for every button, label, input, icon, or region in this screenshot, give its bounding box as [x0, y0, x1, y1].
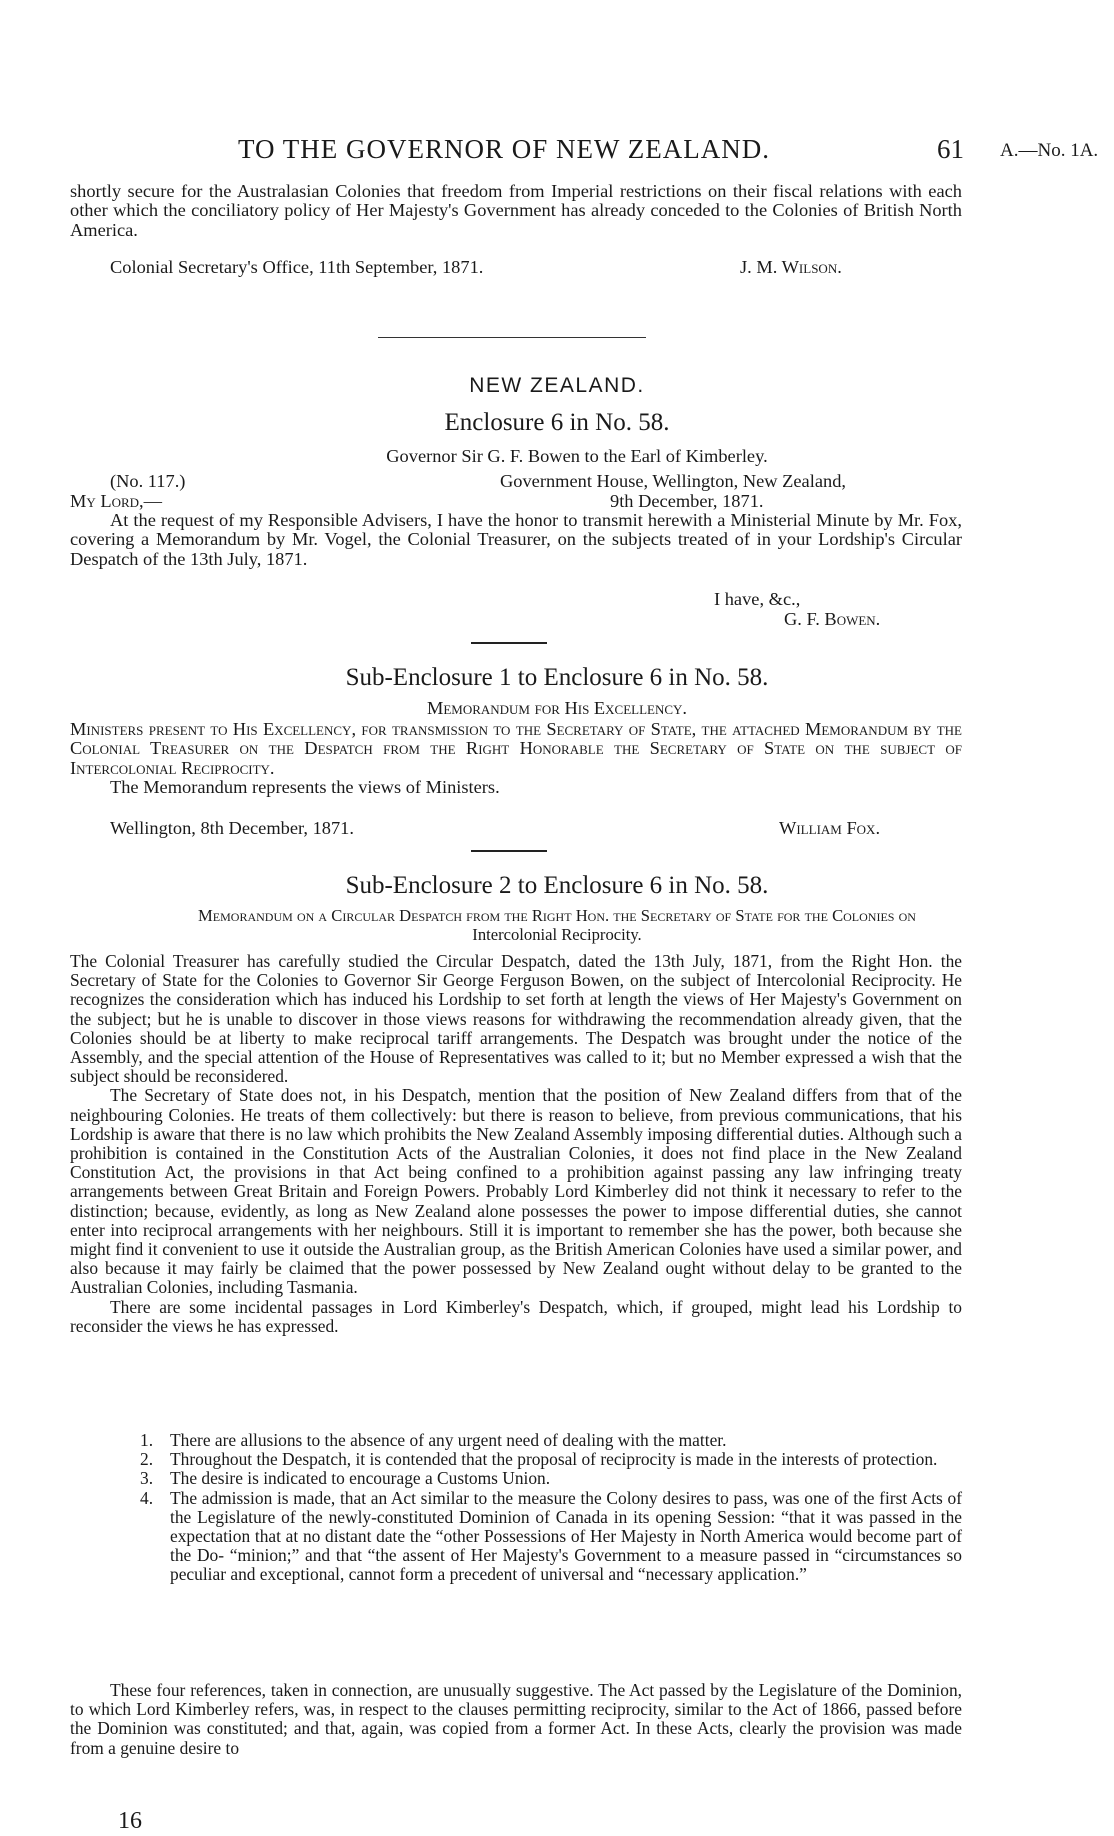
signature: J. M. Wilson.: [740, 257, 842, 277]
short-divider: [471, 642, 547, 644]
sub-enclosure-1-subheading: Memorandum for His Excellency.: [426, 698, 688, 718]
letter-paragraph: At the request of my Responsible Advisers, I have the honor to transmit herewith a Ministerial Minute by Mr. Fox, covering a Memorandum by Mr. Vogel, the Colonial Treasurer, on the subjects treated of in your Lordship's Circular Despatch of the 13th July, 1871.: [70, 510, 962, 569]
short-divider-2: [471, 850, 547, 852]
list-item: [70, 1450, 962, 1469]
memorandum-paragraph-2: The Secretary of State does not, in his Despatch, mention that the position of New Zealand differs from that of the neighbouring Colonies. He treats of them collectively: but there is reason to believe, from previous communications, that his Lordship is aware that there is no law which prohibits the New Zealand Assembly imposing differential duties. Although such a prohibition is contained in the Constitution Acts of the Australian Colonies, it does not find place in the New Zealand Constitution Act, the provisions in that Act being confined to a prohibition against passing any law infringing treaty arrangements between Great Britain and Foreign Powers. Probably Lord Kimberley did not think it necessary to refer to the distinction; because, evidently, as long as New Zealand alone possesses the power to impose differential duties, she cannot enter into reciprocal arrangements with her neighbours. Still it is important to remember she has the power, both because she might find it convenient to use it outside the Australian group, as the British American Colonies have used a similar power, and also because it may fairly be claimed that the power possessed by New Zealand ought without delay to be granted to the Australian Colonies, including Tasmania.: [70, 1085, 962, 1298]
list-item-number: 3.: [140, 1468, 154, 1489]
list-item-number: 2.: [140, 1449, 154, 1470]
memo-dateline: Wellington, 8th December, 1871.: [110, 818, 354, 838]
letter-body: [70, 511, 962, 569]
enumerated-list: [70, 1431, 962, 1585]
section-divider: [378, 337, 646, 338]
letter-signature: G. F. Bowen.: [784, 609, 881, 629]
memo-text: Ministers present to His Excellency, for transmission to the Secretary of State, the attached Memorandum by the Colonial Treasurer on the Despatch from the Right Honorable the Secretary of State on the subject of Intercolonial Reciprocity.: [70, 719, 962, 778]
continuation-paragraph: [70, 182, 962, 240]
list-item-number: 4.: [140, 1487, 154, 1508]
letter-date: 9th December, 1871.: [610, 491, 764, 511]
despatch-number: (No. 117.): [110, 471, 186, 491]
subheading-text: Memorandum on a Circular Despatch from the Right Hon. the Secretary of State for the Colonies on: [198, 906, 916, 925]
dateline: Colonial Secretary's Office, 11th September, 1871.: [110, 257, 484, 277]
document-reference: A.—No. 1A.: [1000, 140, 1099, 161]
memo-signature: William Fox.: [779, 818, 881, 838]
memo-paragraph: [70, 720, 962, 778]
paragraph-text: shortly secure for the Australasian Colonies that freedom from Imperial restrictions on their fiscal relations with each other which the conciliatory policy of Her Majesty's Government has already conceded to the Colonies of British North America.: [70, 181, 962, 240]
memorandum-body: [70, 952, 962, 1336]
list-item-number: 1.: [140, 1430, 154, 1450]
sub-enclosure-2-subheading-1: [0, 906, 1114, 926]
sub-enclosure-2-heading: Sub-Enclosure 2 to Enclosure 6 in No. 58.: [345, 872, 769, 899]
memorandum-paragraph-4: These four references, taken in connection, are unusually suggestive. The Act passed by the Legislature of the Dominion, to which Lord Kimberley refers, was, in respect to the clauses permitting reciprocity, similar to the Act of 1866, passed before the Dominion was constituted; and that, again, was copied from a former Act. In these Acts, clearly the provision was made from a genuine desire to: [70, 1680, 962, 1758]
signature-number: 16: [118, 1808, 142, 1834]
list-item-text: There are allusions to the absence of any urgent need of dealing with the matter.: [170, 1430, 727, 1450]
list-item-text: Throughout the Despatch, it is contended that the proposal of reciprocity is made in the interests of protection.: [170, 1449, 938, 1470]
enclosure-heading: Enclosure 6 in No. 58.: [444, 409, 670, 436]
closing: I have, &c.,: [714, 589, 801, 609]
list-item: [70, 1489, 962, 1585]
list-item-text: The admission is made, that an Act similar to the measure the Colony desires to pass, was one of the first Acts of the Legislature of the newly-constituted Dominion of Canada in its opening Session: “that it was passed in the expectation that at no distant date the “other Possessions of Her Majesty in North America would become part of the Do- “minion;” and that “the assent of Her Majesty's Government to a measure passed in “circumstances so peculiar and exceptional, cannot form a precedent of universal and “necessary application.”: [170, 1487, 962, 1585]
salutation: My Lord,—: [70, 491, 163, 511]
from-to-line: Governor Sir G. F. Bowen to the Earl of Kimberley.: [386, 446, 768, 466]
list-item-text: The desire is indicated to encourage a Customs Union.: [170, 1468, 551, 1489]
memorandum-paragraph-1: The Colonial Treasurer has carefully studied the Circular Despatch, dated the 13th July, 1871, from the Right Hon. the Secretary of State for the Colonies to Governor Sir George Ferguson Bowen, on the subject of Intercolonial Reciprocity. He recognizes the consideration which has induced his Lordship to set forth at length the views of Her Majesty's Government on the subject; but he is unable to discover in those views reasons for withdrawing the recommendation already given, that the Colonies should be at liberty to make reciprocal tariff arrangements. The Despatch was brought under the notice of the Assembly, and the special attention of the House of Representatives was called to it; but no Member expressed a wish that the subject should be reconsidered.: [70, 951, 962, 1087]
address-line: Government House, Wellington, New Zealand,: [500, 471, 846, 491]
list-item: [70, 1469, 962, 1488]
memo-paragraph-2: The Memorandum represents the views of Ministers.: [110, 777, 500, 798]
list-item: [70, 1431, 962, 1450]
sub-enclosure-1-body: [70, 720, 962, 798]
memorandum-continuation: [70, 1681, 962, 1758]
memorandum-paragraph-3: There are some incidental passages in Lord Kimberley's Despatch, which, if grouped, might lead his Lordship to reconsider the views he has expressed.: [70, 1296, 962, 1336]
sub-enclosure-2-subheading-2: Intercolonial Reciprocity.: [472, 925, 642, 944]
sub-enclosure-1-heading: Sub-Enclosure 1 to Enclosure 6 in No. 58.: [345, 664, 769, 691]
section-heading: NEW ZEALAND.: [469, 374, 645, 397]
running-header: [0, 134, 1114, 166]
header-title: TO THE GOVERNOR OF NEW ZEALAND.: [238, 134, 770, 164]
page-number: 61: [937, 134, 964, 164]
